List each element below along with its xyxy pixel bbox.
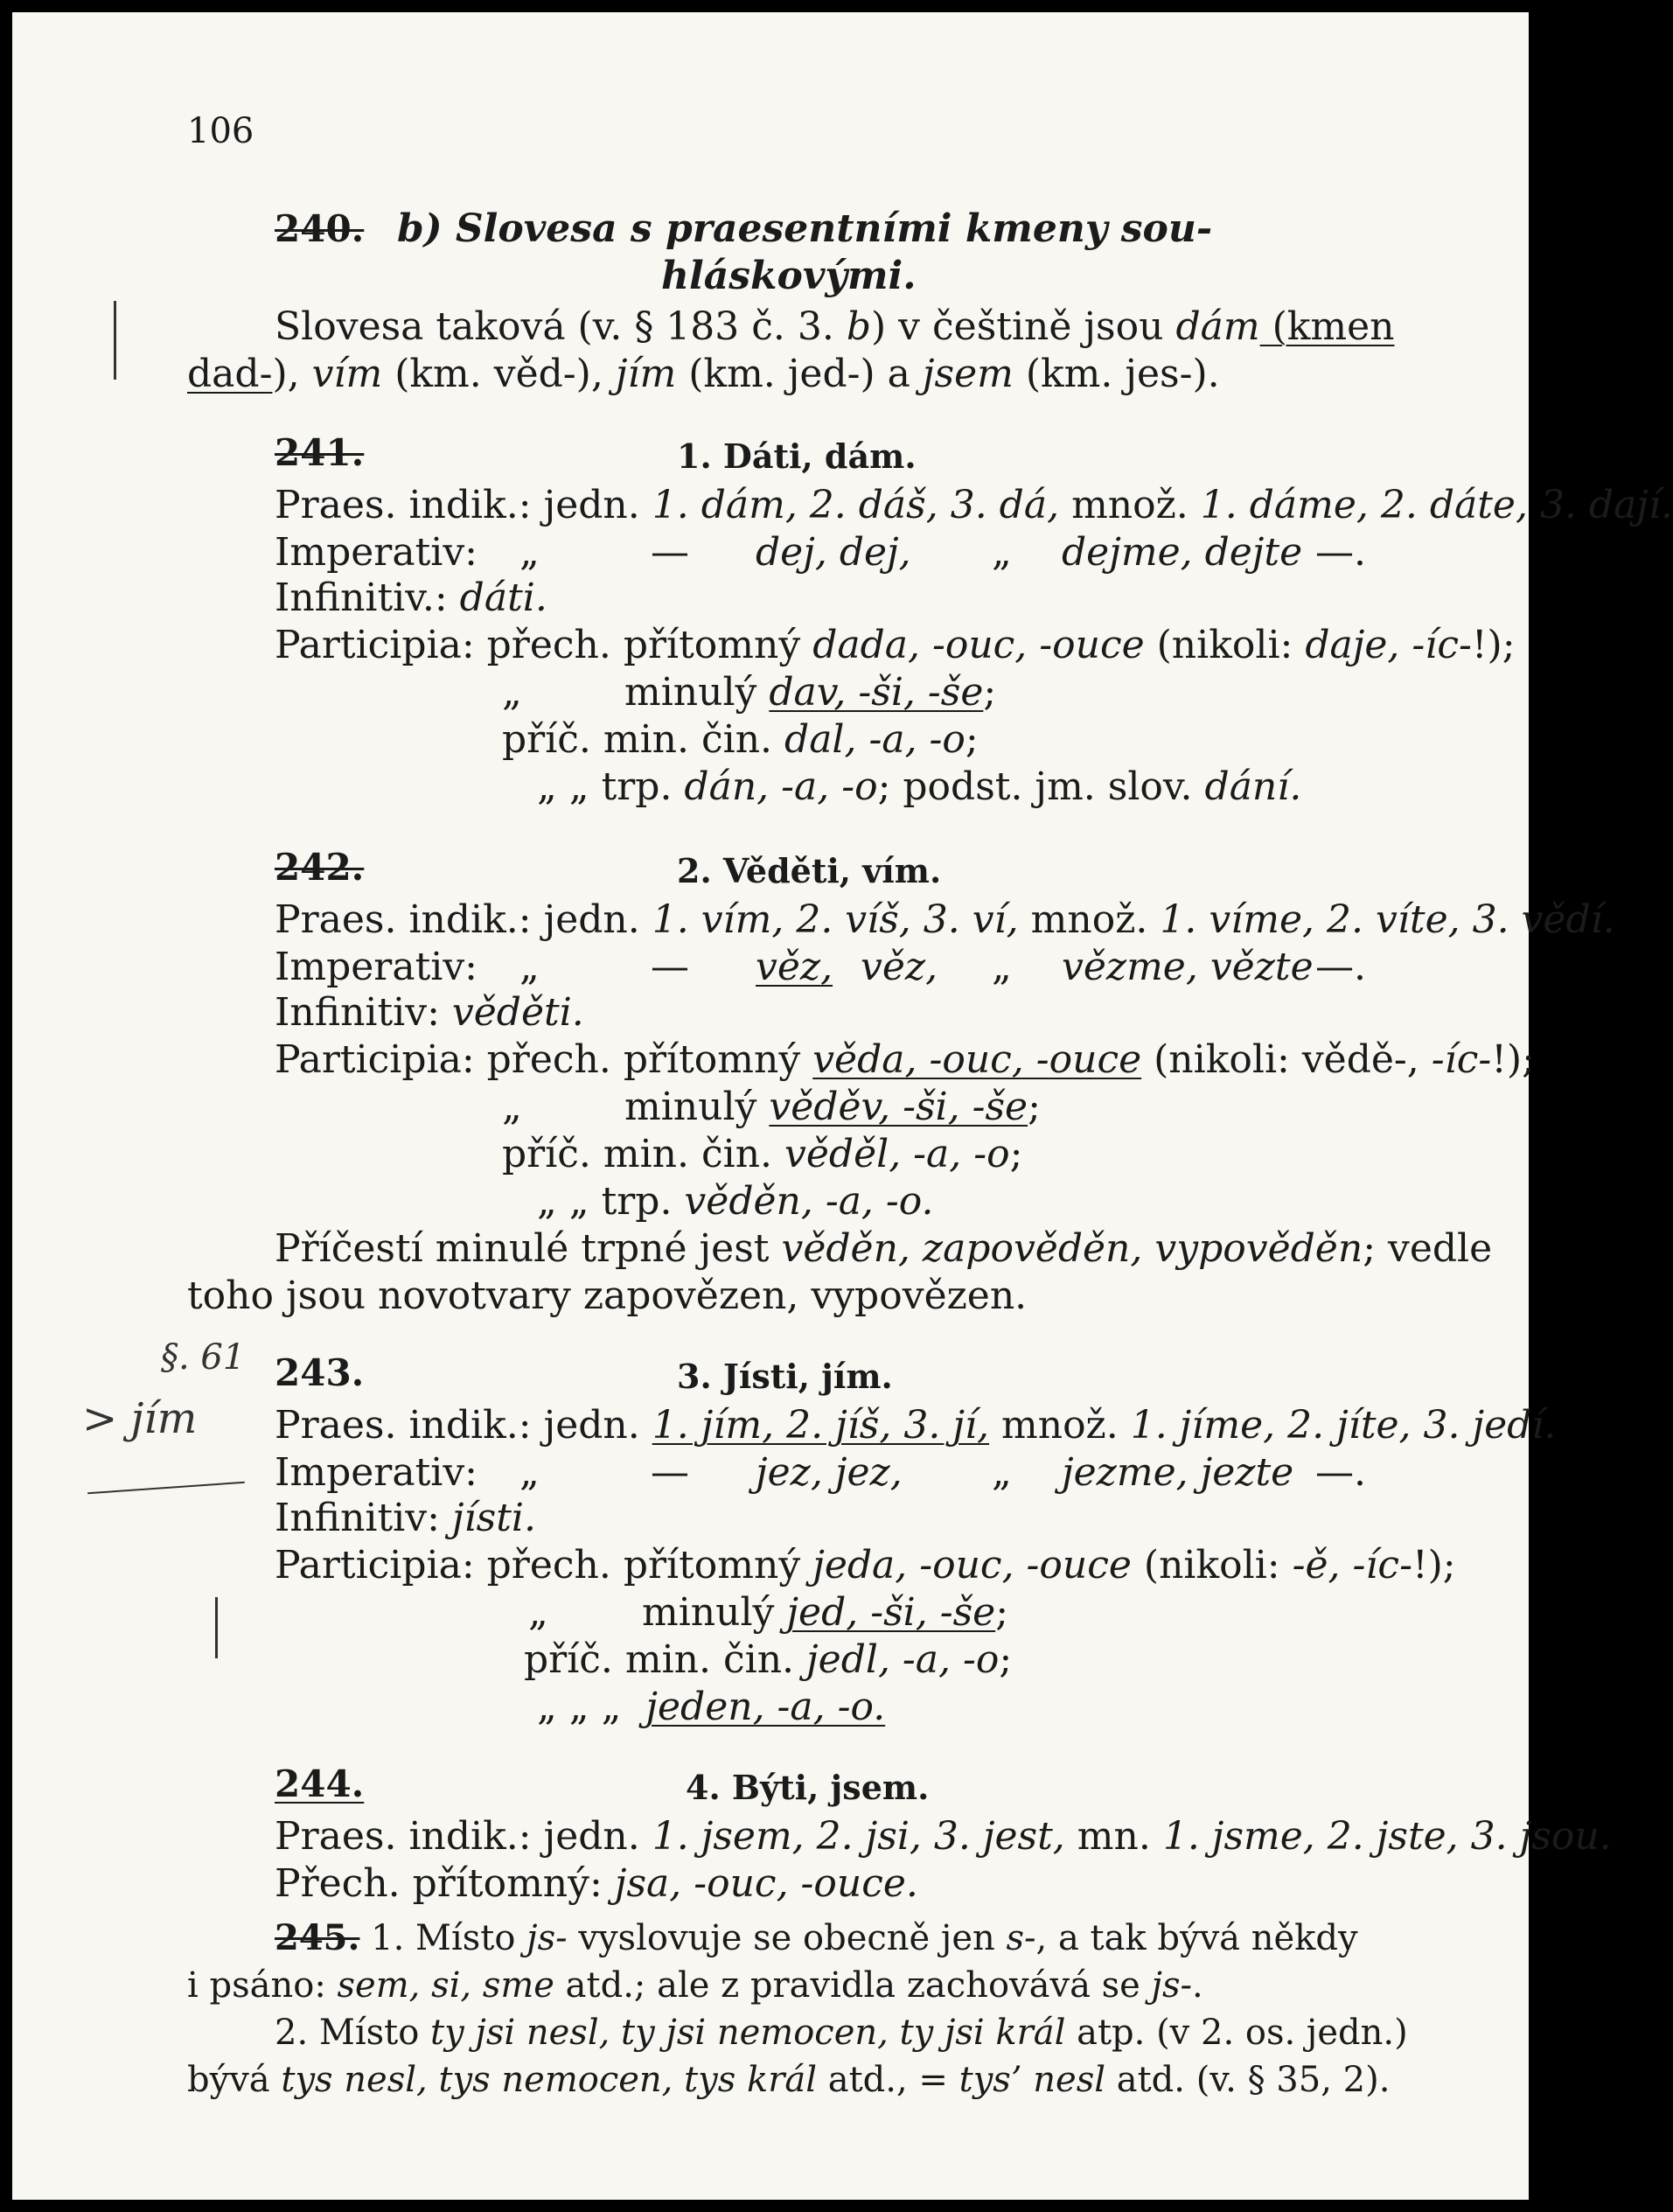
text: ; <box>1009 1132 1023 1176</box>
s243-imp-quote1: „ <box>519 1450 540 1495</box>
text: dám <box>1175 304 1260 349</box>
margin-note-word: > jím <box>82 1394 198 1443</box>
text: atd.; ale z pravidla zachovává se <box>554 1965 1152 2006</box>
text: jed, -ši, -še <box>786 1590 996 1635</box>
text: jeda, -ouc, -ouce <box>812 1543 1132 1587</box>
text: ; <box>999 1637 1013 1682</box>
page-number: 106 <box>187 111 254 151</box>
text: mn. <box>1064 1814 1163 1859</box>
margin-pencil-line <box>215 1597 218 1658</box>
margin-note-ref: §. 61 <box>161 1337 246 1378</box>
text: příč. min. čin. <box>502 1132 785 1176</box>
s242-imp-quote2: „ <box>992 945 1012 989</box>
text: dání. <box>1204 764 1302 809</box>
s243-imp-label: Imperativ: <box>275 1450 478 1495</box>
text: -íc- <box>1431 1037 1492 1082</box>
text: Praes. indik.: jedn. <box>275 1403 652 1448</box>
paragraph-240-line1 <box>275 304 1395 350</box>
s243-inf <box>275 1496 536 1541</box>
text: jísti. <box>451 1496 536 1540</box>
text: trp. <box>589 764 685 809</box>
text: Infinitiv.: <box>275 576 460 620</box>
text: atp. (v 2. os. jedn.) <box>1065 2013 1408 2053</box>
text: i psáno: <box>187 1965 338 2006</box>
text: (nikoli: <box>1131 1543 1293 1587</box>
s241-imp-end: —. <box>1315 530 1366 575</box>
text: Participia: přech. přítomný <box>275 623 813 667</box>
text: jsa, -ouc, -ouce. <box>614 1861 918 1906</box>
text: 2. Místo <box>275 2013 431 2053</box>
text: atd., <box>817 2060 919 2100</box>
s241-trp <box>537 764 1301 810</box>
text: 1. dáme, 2. dáte, 3. dají. <box>1200 483 1673 527</box>
s243-part <box>275 1543 1456 1588</box>
s242-praes <box>275 897 1615 943</box>
text: !); <box>1412 1543 1456 1587</box>
text: množ. <box>989 1403 1131 1448</box>
text: Infinitiv: <box>275 1496 452 1540</box>
margin-pencil-line <box>114 301 116 380</box>
s241-imp-label: Imperativ: <box>275 530 478 575</box>
text: minulý <box>624 670 770 715</box>
text: sem, si, sme <box>337 1965 554 2006</box>
section-title-241: 1. Dáti, dám. <box>677 436 917 476</box>
s241-imp-quote1: „ <box>519 530 540 575</box>
section-number-245: 245. <box>275 1917 360 1958</box>
text: věděl, -a, -o <box>784 1132 1010 1176</box>
text: věděti. <box>451 990 584 1035</box>
s242-pric <box>502 1132 1022 1177</box>
text: věděn, zapověděn, vypověděn <box>781 1226 1363 1271</box>
text: Infinitiv: <box>275 990 452 1035</box>
text: ; <box>983 670 997 715</box>
text: 1. Místo <box>359 1918 527 1958</box>
s242-note-line1 <box>275 1226 1492 1272</box>
s245-line1 <box>275 1915 1358 1961</box>
text: , a tak bývá někdy <box>1035 1918 1358 1958</box>
section-number-240: 240. <box>275 207 365 250</box>
s243-praes <box>275 1403 1556 1448</box>
text: příč. min. čin. <box>524 1637 807 1682</box>
s245-line3 <box>275 2010 1408 2055</box>
s241-imp-sg: dej, dej, <box>756 530 911 575</box>
text: „ „ <box>537 764 589 809</box>
s241-minuly <box>624 670 996 715</box>
text: !); <box>1471 623 1516 667</box>
section-heading-240-line2: hláskovými. <box>661 254 917 298</box>
text: ), <box>272 352 312 396</box>
text: věděv, -ši, -še <box>769 1085 1028 1129</box>
text: dal, -a, -o <box>784 717 965 762</box>
s241-inf <box>275 576 547 621</box>
section-number-244: 244. <box>275 1762 365 1805</box>
text: js- <box>526 1918 568 1958</box>
s242-minuly-quote: „ <box>502 1085 522 1129</box>
text: dad- <box>187 352 273 396</box>
text: věděn, -a, -o. <box>684 1179 934 1224</box>
text: Participia: přech. přítomný <box>275 1037 813 1082</box>
text: Praes. indik.: jedn. <box>275 897 652 942</box>
text: dada, -ouc, -ouce <box>812 623 1145 667</box>
text: (km. věd-), <box>382 352 616 396</box>
text: !); <box>1491 1037 1535 1082</box>
text: js- <box>1151 1965 1192 2006</box>
section-number-243: 243. <box>275 1351 365 1394</box>
text: dán, -a, -o <box>684 764 878 809</box>
s241-minuly-quote: „ <box>502 670 522 715</box>
s242-trp <box>537 1179 933 1225</box>
text: vyslovuje se obecně jen <box>567 1918 1007 1958</box>
text: (km. jes-). <box>1013 352 1220 396</box>
text: věda, -ouc, -ouce <box>812 1037 1142 1082</box>
text: dav, -ši, -še <box>769 670 984 715</box>
text: tys nesl, tys nemocen, tys král <box>281 2060 818 2100</box>
s243-imp-dash: — <box>651 1450 689 1495</box>
text: = tys’ nesl <box>918 2060 1106 2100</box>
text: Příčestí minulé trpné jest <box>275 1226 782 1271</box>
s242-inf <box>275 990 584 1036</box>
text: Slovesa taková (v. § 183 č. 3. <box>275 304 847 349</box>
s244-prech <box>275 1861 918 1907</box>
book-page <box>12 12 1673 2200</box>
section-title-242: 2. Věděti, vím. <box>677 851 942 890</box>
text: jím <box>615 352 677 396</box>
text: ; <box>995 1590 1009 1635</box>
s242-imp-label: Imperativ: <box>275 945 478 989</box>
text: minulý <box>642 1590 787 1635</box>
text: ; <box>1028 1085 1041 1129</box>
s245-line4 <box>187 2057 1390 2103</box>
text: ; <box>965 717 979 762</box>
text: Praes. indik.: jedn. <box>275 483 652 527</box>
s241-praes <box>275 483 1673 528</box>
text: daje, -íc- <box>1305 623 1472 667</box>
s241-imp-quote2: „ <box>992 530 1012 575</box>
s243-trp <box>537 1685 885 1730</box>
text: jsem <box>922 352 1014 396</box>
text: trp. <box>589 1179 685 1224</box>
text: 1. víme, 2. víte, 3. vědí. <box>1160 897 1615 942</box>
text: ; podst. jm. slov. <box>877 764 1205 809</box>
text: (nikoli: vědě-, <box>1141 1037 1432 1082</box>
s242-part <box>275 1037 1535 1083</box>
s244-praes <box>275 1814 1612 1860</box>
text: bývá <box>187 2060 282 2100</box>
text: dáti. <box>459 576 547 620</box>
s243-minuly <box>642 1590 1008 1636</box>
text: „ „ „ <box>537 1685 622 1729</box>
s241-part <box>275 623 1516 668</box>
text: ) v češtině jsou <box>871 304 1176 349</box>
section-heading-240-line1: b) Slovesa s praesentními kmeny sou- <box>397 206 1213 251</box>
s241-imp-pl: dejme, dejte <box>1062 530 1303 575</box>
s242-imp-sg1: věz, <box>756 945 833 989</box>
text: Participia: přech. přítomný <box>275 1543 813 1587</box>
s242-minuly <box>624 1085 1041 1130</box>
margin-pencil-stroke <box>87 1482 245 1495</box>
text: 1. jíme, 2. jíte, 3. jedí. <box>1130 1403 1557 1448</box>
section-number-241: 241. <box>275 431 365 474</box>
s243-imp-sg: jez, jez, <box>756 1450 903 1495</box>
text: (nikoli: <box>1144 623 1306 667</box>
text: 1. jsme, 2. jste, 3. jsou. <box>1162 1814 1612 1859</box>
text: vím <box>311 352 383 396</box>
text: množ. <box>1018 897 1161 942</box>
text: jeden, -a, -o. <box>645 1685 886 1729</box>
text: množ. <box>1059 483 1201 527</box>
text: atd. (v. § 35, 2). <box>1105 2060 1391 2100</box>
paragraph-240-line2 <box>187 352 1220 397</box>
s243-minuly-quote: „ <box>528 1590 548 1635</box>
text: příč. min. čin. <box>502 717 785 762</box>
text: Praes. indik.: jedn. <box>275 1814 652 1859</box>
text: 1. vím, 2. víš, 3. ví, <box>652 897 1019 942</box>
s243-imp-quote2: „ <box>992 1450 1012 1495</box>
text: „ „ <box>537 1179 589 1224</box>
s241-imp-dash: — <box>651 530 689 575</box>
text: (kmen <box>1259 304 1395 349</box>
text: (km. jed-) a <box>676 352 923 396</box>
s242-note-line2: toho jsou novotvary zapovězen, vypovězen. <box>187 1273 1028 1318</box>
s242-imp-end: —. <box>1315 945 1366 989</box>
s242-imp-quote1: „ <box>519 945 540 989</box>
text: s- <box>1006 1918 1036 1958</box>
text: ty jsi nesl, ty jsi nemocen, ty jsi král <box>430 2013 1066 2053</box>
text: b <box>846 304 872 349</box>
s242-imp-sg2: věz, <box>861 945 938 989</box>
s242-imp-pl: vězme, vězte <box>1062 945 1314 989</box>
text: 1. dám, 2. dáš, 3. dá, <box>652 483 1060 527</box>
text: Přech. přítomný: <box>275 1861 615 1906</box>
text: 1. jsem, 2. jsi, 3. jest, <box>652 1814 1065 1859</box>
s243-imp-pl: jezme, jezte <box>1062 1450 1294 1495</box>
section-number-242: 242. <box>275 846 365 889</box>
s243-imp-end: —. <box>1315 1450 1366 1495</box>
section-title-243: 3. Jísti, jím. <box>677 1357 893 1396</box>
s245-line2 <box>187 1963 1203 2008</box>
text: minulý <box>624 1085 770 1129</box>
text: . <box>1192 1965 1203 2006</box>
s242-imp-dash: — <box>651 945 689 989</box>
section-title-244: 4. Býti, jsem. <box>686 1768 930 1807</box>
text: -ě, -íc- <box>1292 1543 1412 1587</box>
text: jedl, -a, -o <box>806 1637 1000 1682</box>
s243-pric <box>524 1637 1012 1683</box>
s241-pric <box>502 717 979 763</box>
text: 1. jím, 2. jíš, 3. jí, <box>652 1403 990 1448</box>
text: ; vedle <box>1363 1226 1493 1271</box>
